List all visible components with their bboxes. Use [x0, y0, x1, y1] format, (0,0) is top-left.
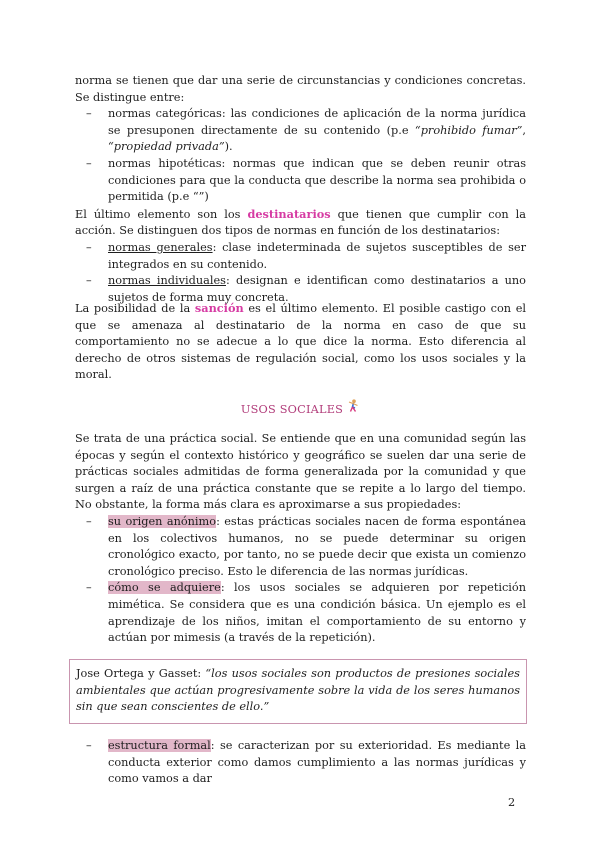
- keyword-destinatarios: destinatarios: [247, 206, 331, 221]
- list-item-categoricas: – normas categóricas: las condiciones de aplicación de la norma jurídica se presuponen directamente de su contenido (p.e “prohibido fumar”, “propiedad privada”).: [108, 106, 526, 156]
- estructura-section: [75, 738, 526, 788]
- paragraph-destinatarios: El último elemento son los destinatarios que tienen que cumplir con la acción. Se distinguen dos tipos de normas en función de los destinatarios:: [75, 206, 526, 238]
- page-number: 2: [508, 796, 516, 809]
- list-item-origen-anonimo: – su origen anónimo: estas prácticas sociales nacen de forma espontánea en los colectivos humanos, no se puede determinar su origen cronológico exacto, por tanto, no se puede decir que exista un comienzo cronológico preciso. Esto le diferencia de las normas jurídicas.: [108, 514, 526, 580]
- list-item-normas-generales: – normas generales: clase indeterminada de sujetos susceptibles de ser integrados en su contenido.: [108, 240, 526, 273]
- dancer-icon: [347, 399, 359, 416]
- section-heading: [0, 399, 600, 416]
- list-item-hipoteticas: – normas hipotéticas: normas que indican que se deben reunir otras condiciones para que la conducta que describe la norma sea prohibida o permitida (p.e “”): [108, 156, 526, 206]
- keyword-sancion: sanción: [194, 301, 244, 315]
- norm-types-list: [75, 106, 526, 206]
- norm-conditions-section: [75, 73, 526, 306]
- paragraph-intro: norma se tienen que dar una serie de circunstancias y condiciones concretas. Se distingue entre:: [75, 74, 526, 104]
- usos-sociales-section: [75, 431, 526, 647]
- properties-list-continued: [75, 738, 526, 788]
- sancion-section: [75, 300, 526, 384]
- list-item-normas-individuales: – normas individuales: designan e identifican como destinatarios a uno sujetos de forma muy concreta.: [108, 273, 526, 306]
- quote-box: [69, 659, 527, 724]
- destinatarios-list: [75, 240, 526, 306]
- list-item-como-se-adquiere: – cómo se adquiere: los usos sociales se adquieren por repetición mimética. Se considera que es una condición básica. Un ejemplo es el aprendizaje de los niños, imitan el comportamiento de su entorno y actúan por mimesis (a través de la repetición).: [108, 580, 526, 646]
- properties-list: [75, 514, 526, 647]
- list-item-estructura-formal: – estructura formal: se caracterizan por su exterioridad. Es mediante la conducta exterior como damos cumplimiento a las normas jurídicas y como vamos a dar: [108, 738, 526, 788]
- paragraph-usos-intro: Se trata de una práctica social. Se entiende que en una comunidad según las épocas y según el contexto histórico y geográfico se suelen dar una serie de prácticas sociales admitidas de forma generalizada por la comunidad y que surgen a raíz de una práctica constante que se repite a lo largo del tiempo. No obstante, la forma más clara es aproximarse a sus propiedades:: [75, 432, 526, 512]
- quote-author: Jose Ortega y Gasset:: [76, 667, 206, 680]
- section-title: USOS SOCIALES: [240, 403, 344, 416]
- paragraph-sancion: La posibilidad de la sanción es el último elemento. El posible castigo con el que se amenaza al destinatario de la norma en caso de que su comportamiento no se adecue a lo que dice la norma. Esto diferencia al derecho de otros sistemas de regulación social, como los usos sociales y la moral.: [75, 301, 526, 382]
- quote-text: “los usos sociales son productos de presiones sociales ambientales que actúan progresivamente sobre la vida de los seres humanos sin que sean conscientes de ello.”: [76, 667, 520, 714]
